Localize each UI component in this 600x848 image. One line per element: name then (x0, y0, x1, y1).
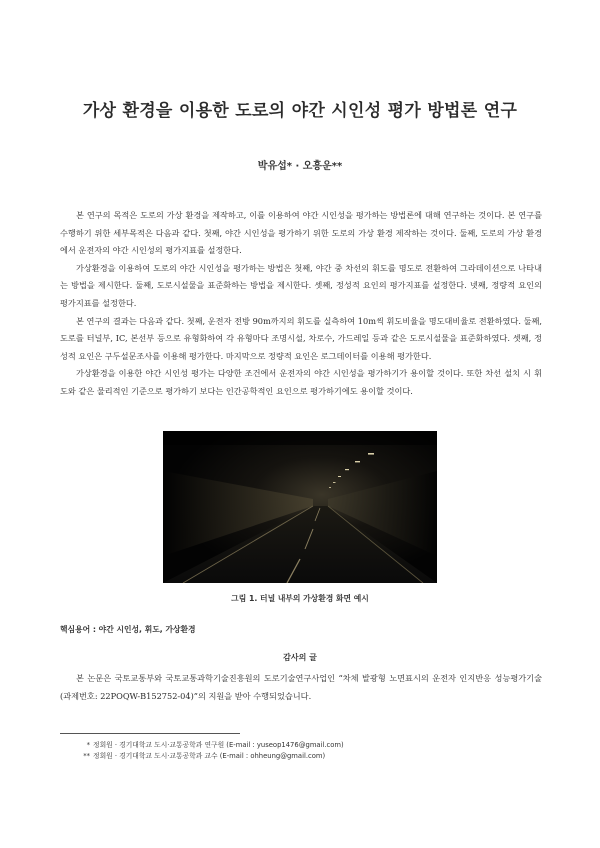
footnote (78, 740, 344, 751)
footnote-divider (60, 733, 240, 734)
paragraph: 본 연구의 목적은 도로의 가상 환경을 제작하고, 이를 이용하여 야간 시인성을 평가하는 방법론에 대해 연구하는 것이다. 본 연구를 수행하기 위한 세부목적은 다음과 같다. 첫째, 야간 시인성을 평가하기 위한 도로의 가상 환경 제작하는 것이다. 둘째, 도로의 가상 환경에서 운전자의 야간 시인성의 평가지표를 설정한다. (60, 210, 542, 256)
paper-title: 가상 환경을 이용한 도로의 야간 시인성 평가 방법론 연구 (82, 101, 518, 121)
authors: 박유섭* · 오흥운** (257, 161, 343, 172)
footnote-text: 정회원 · 경기대학교 도시·교통공학과 연구원 (E-mail : yuseop1476@gmail.com) (93, 741, 344, 749)
footnote-text: 정회원 · 경기대학교 도시·교통공학과 교수 (E-mail : ohheung@gmail.com) (93, 752, 326, 760)
paragraph: 본 연구의 결과는 다음과 같다. 첫째, 운전자 전방 90m까지의 휘도를 실측하여 10m씩 휘도비율을 명도대비율로 전환하였다. 둘째, 도로를 터널부, IC, 본선부 등으로 유형화하여 각 유형마다 조명시설, 차로수, 가드레일 등과 같은 도로시설물을 표준화하였다. 셋째, 정성적 요인은 구두설문조사를 이용해 평가한다. 마지막으로 정량적 요인은 로그데이터를 이용해 평가한다. (60, 315, 542, 361)
figure-caption: 그림 1. 터널 내부의 가상환경 화면 예시 (231, 594, 369, 603)
footnote-mark: ** (83, 752, 90, 760)
tunnel-figure-image (163, 431, 437, 583)
abstract-body (60, 207, 542, 401)
tunnel-render (163, 431, 437, 583)
footnotes (78, 740, 344, 762)
footnote (78, 751, 344, 762)
paragraph: 가상환경을 이용한 야간 시인성 평가는 다양한 조건에서 운전자의 야간 시인성을 평가하기가 용이할 것이다. 또한 차선 설치 시 휘도와 같은 물리적인 기준으로 평가하기 보다는 인간공학적인 요인으로 평가하기에도 용이할 것이다. (60, 368, 542, 396)
acknowledgement-text: 본 논문은 국토교통부와 국토교통과학기술진흥원의 도로기술연구사업인 “차체 발광형 노면표시의 운전자 인지반응 성능평가기술(과제번호: 22POQW-B152752-04)”의 지원을 받아 수행되었습니다. (60, 673, 542, 701)
keywords: 핵심용어 : 야간 시인성, 휘도, 가상환경 (60, 625, 196, 634)
acknowledgement-body (60, 670, 542, 705)
acknowledgement-title: 감사의 글 (283, 653, 317, 662)
footnote-mark: * (86, 741, 90, 749)
paragraph: 가상환경을 이용하여 도로의 야간 시인성을 평가하는 방법은 첫째, 야간 중 차선의 휘도를 명도로 전환하여 그라데이션으로 나타내는 방법을 제시한다. 둘째, 도로시설물을 표준화하는 방법을 제시한다. 셋째, 정성적 요인의 평가지표를 설정한다. 넷째, 정량적 요인의 평가지표를 설정한다. (60, 262, 542, 308)
